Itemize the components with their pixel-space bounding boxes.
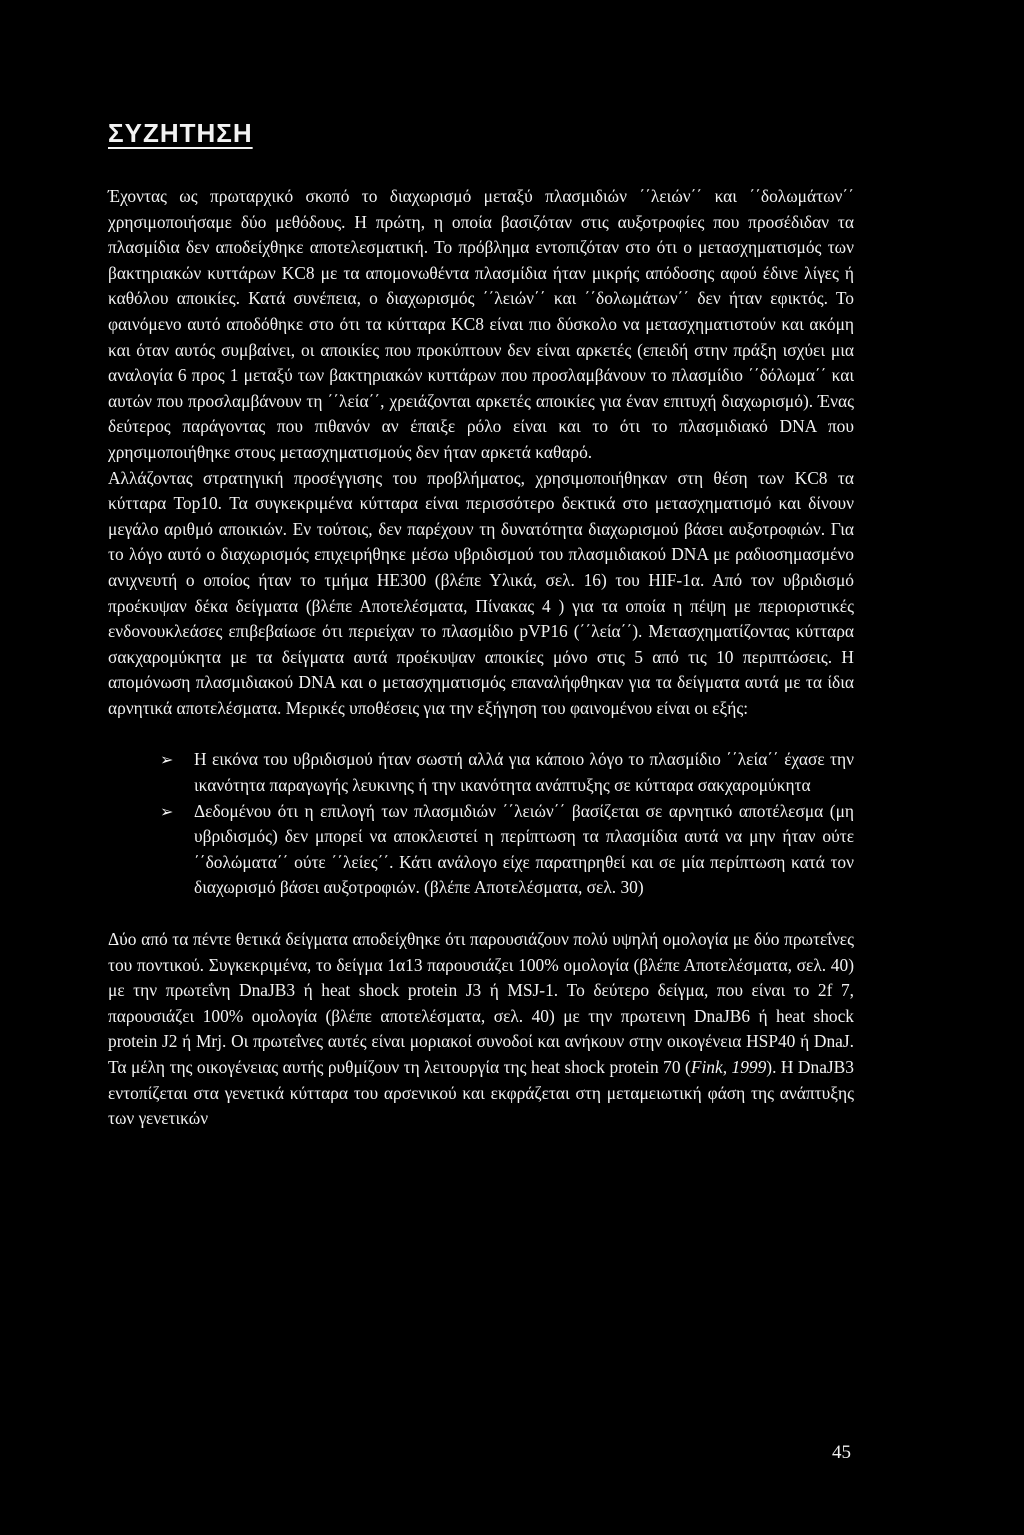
hypotheses-list bbox=[108, 747, 854, 901]
citation: Fink, 1999 bbox=[690, 1057, 767, 1077]
body-text bbox=[108, 184, 854, 1132]
section-heading: ΣΥΖΗΤΗΣΗ bbox=[108, 118, 253, 148]
list-item bbox=[108, 747, 854, 798]
page-number: 45 bbox=[832, 1442, 851, 1463]
arrow-bullet-icon: ➢ bbox=[160, 750, 174, 770]
paragraph-3-text-end: ). Η DnaJB3 εντοπίζεται στα γενετικά κύτταρα του αρσενικού και εκφράζεται στη μεταμειωτική φάση της ανάπτυξης των γενετικών bbox=[108, 1057, 854, 1129]
list-item bbox=[108, 799, 854, 901]
paragraph-3-text: Δύο από τα πέντε θετικά δείγματα αποδείχθηκε ότι παρουσιάζουν πολύ υψηλή ομολογία με δύο πρωτεΐνες του ποντικού. Συγκεκριμένα, το δείγμα 1α13 παρουσιάζει 100% ομολογία (βλέπε Αποτελέσματα, σελ. 40) με την πρωτεΐνη DnaJB3 ή heat shock protein J3 ή MSJ-1. Το δεύτερο δείγμα, που είναι το 2f 7, παρουσιάζει 100% ομολογία (βλέπε αποτελέσματα, σελ. 40) με την πρωτεινη DnaJB6 ή heat shock protein J2 ή Mrj. Οι πρωτεΐνες αυτές είναι μοριακοί συνοδοί και ανήκουν στην οικογένεια HSP40 ή DnaJ. Τα μέλη της οικογένειας αυτής ρυθμίζουν τη λειτουργία της heat shock protein 70 ( bbox=[108, 929, 854, 1077]
arrow-bullet-icon: ➢ bbox=[160, 801, 174, 821]
paragraph-1: Έχοντας ως πρωταρχικό σκοπό το διαχωρισμό μεταξύ πλασμιδιών ΄΄λειών΄΄ και ΄΄δολωμάτων΄΄ χρησιμοποιήσαμε δύο μεθόδους. Η πρώτη, η οποία βασιζόταν στις αυξοτροφίες που προσέδιδαν τα πλασμίδια δεν αποδείχθηκε αποτελεσματική. Το πρόβλημα εντοπιζόταν στο ότι ο μετασχηματισμός των βακτηριακών κυττάρων KC8 με τα απομονωθέντα πλασμίδια ήταν μικρής απόδοσης αφού έδινε λίγες ή καθόλου αποικίες. Κατά συνέπεια, ο διαχωρισμός ΄΄λειών΄΄ και ΄΄δολωμάτων΄΄ δεν ήταν εφικτός. Το φαινόμενο αυτό αποδόθηκε στο ότι τα κύτταρα KC8 είναι πιο δύσκολο να μετασχηματιστούν και ακόμη και όταν αυτός συμβαίνει, οι αποικίες που προκύπτουν δεν είναι αρκετές (επειδή στην πράξη ισχύει μια αναλογία 6 προς 1 μεταξύ των βακτηριακών κυττάρων που προσλαμβάνουν το πλασμίδιο ΄΄δόλωμα΄΄ και αυτών που προσλαμβάνουν τη ΄΄λεία΄΄, χρειάζονται αρκετές αποικίες για έναν επιτυχή διαχωρισμό). Ένας δεύτερος παράγοντας που πιθανόν αν έπαιξε ρόλο είναι και το ότι το πλασμιδιακό DNA που χρησιμοποιήθηκε στους μετασχηματισμούς δεν ήταν αρκετά καθαρό. bbox=[108, 186, 854, 462]
paragraph-2: Αλλάζοντας στρατηγική προσέγγισης του προβλήματος, χρησιμοποιήθηκαν στη θέση των KC8 τα κύτταρα Top10. Τα συγκεκριμένα κύτταρα είναι περισσότερο δεκτικά στο μετασχηματισμό και δίνουν μεγάλο αριθμό αποικιών. Εν τούτοις, δεν παρέχουν τη δυνατότητα διαχωρισμού βάσει αυξοτροφιών. Για το λόγο αυτό ο διαχωρισμός επιχειρήθηκε μέσω υβριδισμού του πλασμιδιακού DNA με ραδιοσημασμένο ανιχνευτή ο οποίος ήταν το τμήμα HE300 (βλέπε Υλικά, σελ. 16) του HIF-1α. Από τον υβριδισμό προέκυψαν δέκα δείγματα (βλέπε Αποτελέσματα, Πίνακας 4 ) για τα οποία η πέψη με περιοριστικές ενδονουκλεάσες επιβεβαίωσε ότι περιείχαν το πλασμίδιο pVP16 (΄΄λεία΄΄). Μετασχηματίζοντας κύτταρα σακχαρομύκητα με τα δείγματα αυτά προέκυψαν αποικίες μόνο στις 5 από τις 10 περιπτώσεις. Η απομόνωση πλασμιδιακού DNA και ο μετασχηματισμός επαναλήφθηκαν για τα δείγματα αυτά με τα ίδια αρνητικά αποτελέσματα. Μερικές υποθέσεις για την εξήγηση του φαινομένου είναι οι εξής: bbox=[108, 467, 854, 718]
paragraph-3 bbox=[108, 927, 854, 1132]
list-item-text: Η εικόνα του υβριδισμού ήταν σωστή αλλά για κάποιο λόγο το πλασμίδιο ΄΄λεία΄΄ έχασε την ικανότητα παραγωγής λευκινης ή την ικανότητα ανάπτυξης σε κύτταρα σακχαρομύκητα bbox=[194, 749, 854, 796]
list-item-text: Δεδομένου ότι η επιλογή των πλασμιδιών ΄΄λειών΄΄ βασίζεται σε αρνητικό αποτέλεσμα (μη υβριδισμός) δεν μπορεί να αποκλειστεί η περίπτωση τα πλασμίδια αυτά να μην ήταν ούτε ΄΄δολώματα΄΄ ούτε ΄΄λείες΄΄. Κάτι ανάλογο είχε παρατηρηθεί και σε μία περίπτωση κατά τον διαχωρισμό βάσει αυξοτροφιών. (βλέπε Αποτελέσματα, σελ. 30) bbox=[194, 800, 854, 898]
